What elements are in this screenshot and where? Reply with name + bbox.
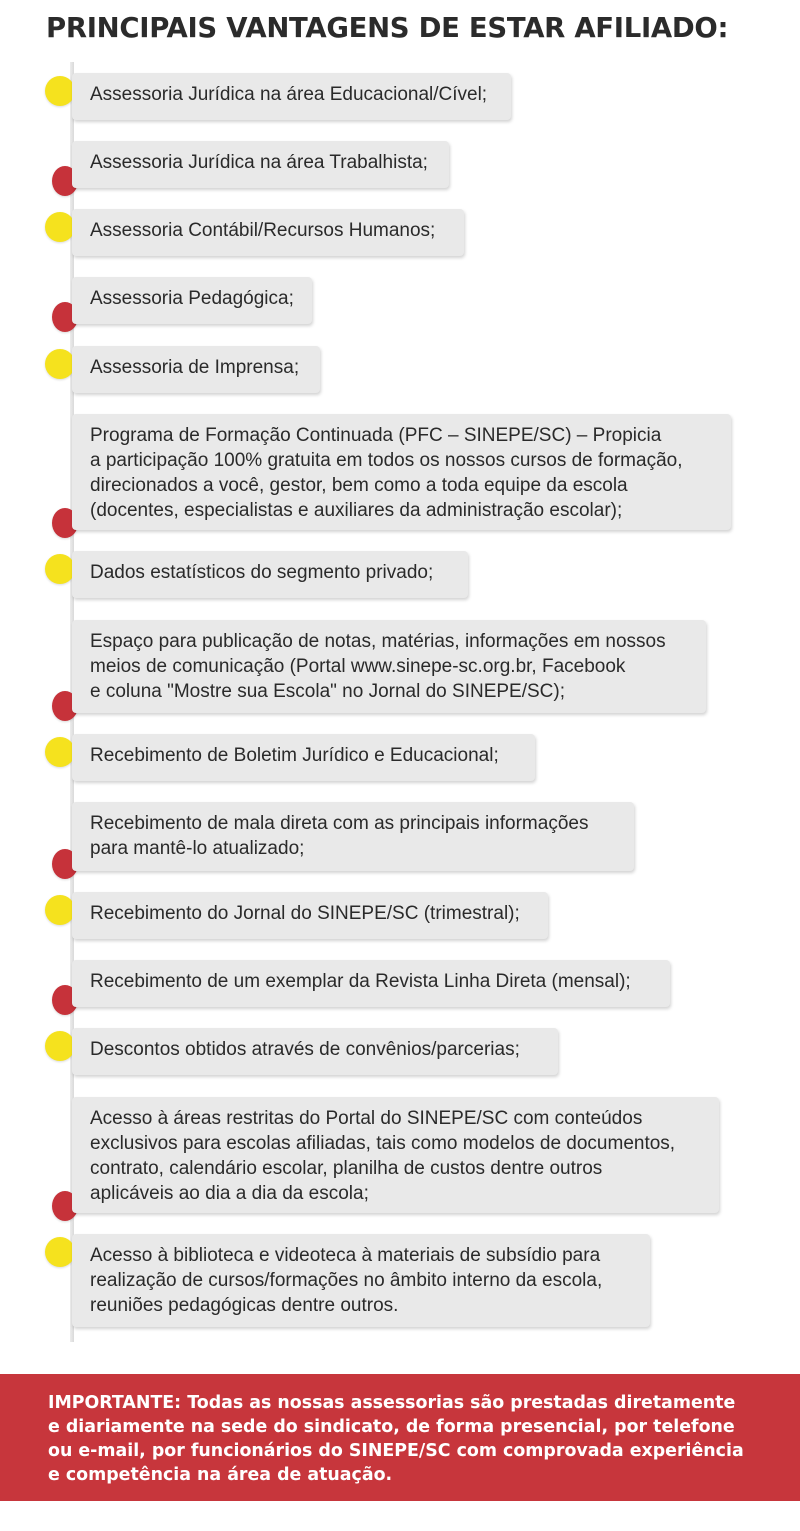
list-item-text: Acesso à áreas restritas do Portal do SINEPE/SC com conteúdos exclusivos para escolas afiliadas, tais como modelos de documentos, contrato, calendário escolar, planilha de custos dentre outros aplicáveis ao dia a dia da escola; bbox=[72, 1097, 719, 1213]
list-item-text: Espaço para publicação de notas, matérias, informações em nossos meios de comunicação (Portal www.sinepe-sc.org.br, Facebook e coluna "Mostre sua Escola" no Jornal do SINEPE/SC); bbox=[72, 620, 706, 713]
list-item-text: Assessoria Jurídica na área Trabalhista; bbox=[72, 141, 449, 188]
list-item bbox=[0, 551, 800, 598]
list-item-text: Recebimento de mala direta com as principais informações para mantê-lo atualizado; bbox=[72, 802, 634, 871]
yellow-bullet-dot bbox=[45, 554, 75, 584]
yellow-bullet-dot bbox=[45, 1237, 75, 1267]
list-item-text: Recebimento de Boletim Jurídico e Educacional; bbox=[72, 734, 535, 781]
list-item-text: Assessoria Jurídica na área Educacional/Cível; bbox=[72, 73, 511, 120]
list-item-text: Assessoria de Imprensa; bbox=[72, 346, 320, 393]
yellow-bullet-dot bbox=[45, 737, 75, 767]
list-item bbox=[0, 346, 800, 393]
list-item-text: Acesso à biblioteca e videoteca à materiais de subsídio para realização de cursos/formações no âmbito interno da escola, reuniões pedagógicas dentre outros. bbox=[72, 1234, 650, 1327]
list-item bbox=[0, 1234, 800, 1327]
list-item bbox=[0, 277, 800, 324]
list-item-text: Recebimento do Jornal do SINEPE/SC (trimestral); bbox=[72, 892, 548, 939]
list-item bbox=[0, 960, 800, 1007]
list-item-text: Assessoria Pedagógica; bbox=[72, 277, 312, 324]
list-item-text: Programa de Formação Continuada (PFC – SINEPE/SC) – Propicia a participação 100% gratuita em todos os nossos cursos de formação, direcionados a você, gestor, bem como a toda equipe da escola (docentes, especialistas e auxiliares da administração escolar); bbox=[72, 414, 731, 530]
list-item bbox=[0, 141, 800, 188]
list-item bbox=[0, 209, 800, 256]
list-item bbox=[0, 892, 800, 939]
list-item bbox=[0, 414, 800, 530]
list-item-text: Dados estatísticos do segmento privado; bbox=[72, 551, 468, 598]
list-item bbox=[0, 802, 800, 871]
yellow-bullet-dot bbox=[45, 76, 75, 106]
yellow-bullet-dot bbox=[45, 895, 75, 925]
yellow-bullet-dot bbox=[45, 349, 75, 379]
list-item bbox=[0, 734, 800, 781]
list-item-text: Descontos obtidos através de convênios/parcerias; bbox=[72, 1028, 558, 1075]
list-item-text: Assessoria Contábil/Recursos Humanos; bbox=[72, 209, 464, 256]
yellow-bullet-dot bbox=[45, 1031, 75, 1061]
list-item bbox=[0, 1028, 800, 1075]
page-title: PRINCIPAIS VANTAGENS DE ESTAR AFILIADO: bbox=[46, 12, 729, 44]
list-item bbox=[0, 1097, 800, 1213]
yellow-bullet-dot bbox=[45, 212, 75, 242]
list-item bbox=[0, 620, 800, 713]
list-item-text: Recebimento de um exemplar da Revista Linha Direta (mensal); bbox=[72, 960, 670, 1007]
list-item bbox=[0, 73, 800, 120]
important-notice: IMPORTANTE: Todas as nossas assessorias são prestadas diretamente e diariamente na sede do sindicato, de forma presencial, por telefone ou e-mail, por funcionários do SINEPE/SC com comprovada experiência e competência na área de atuação. bbox=[0, 1374, 800, 1501]
